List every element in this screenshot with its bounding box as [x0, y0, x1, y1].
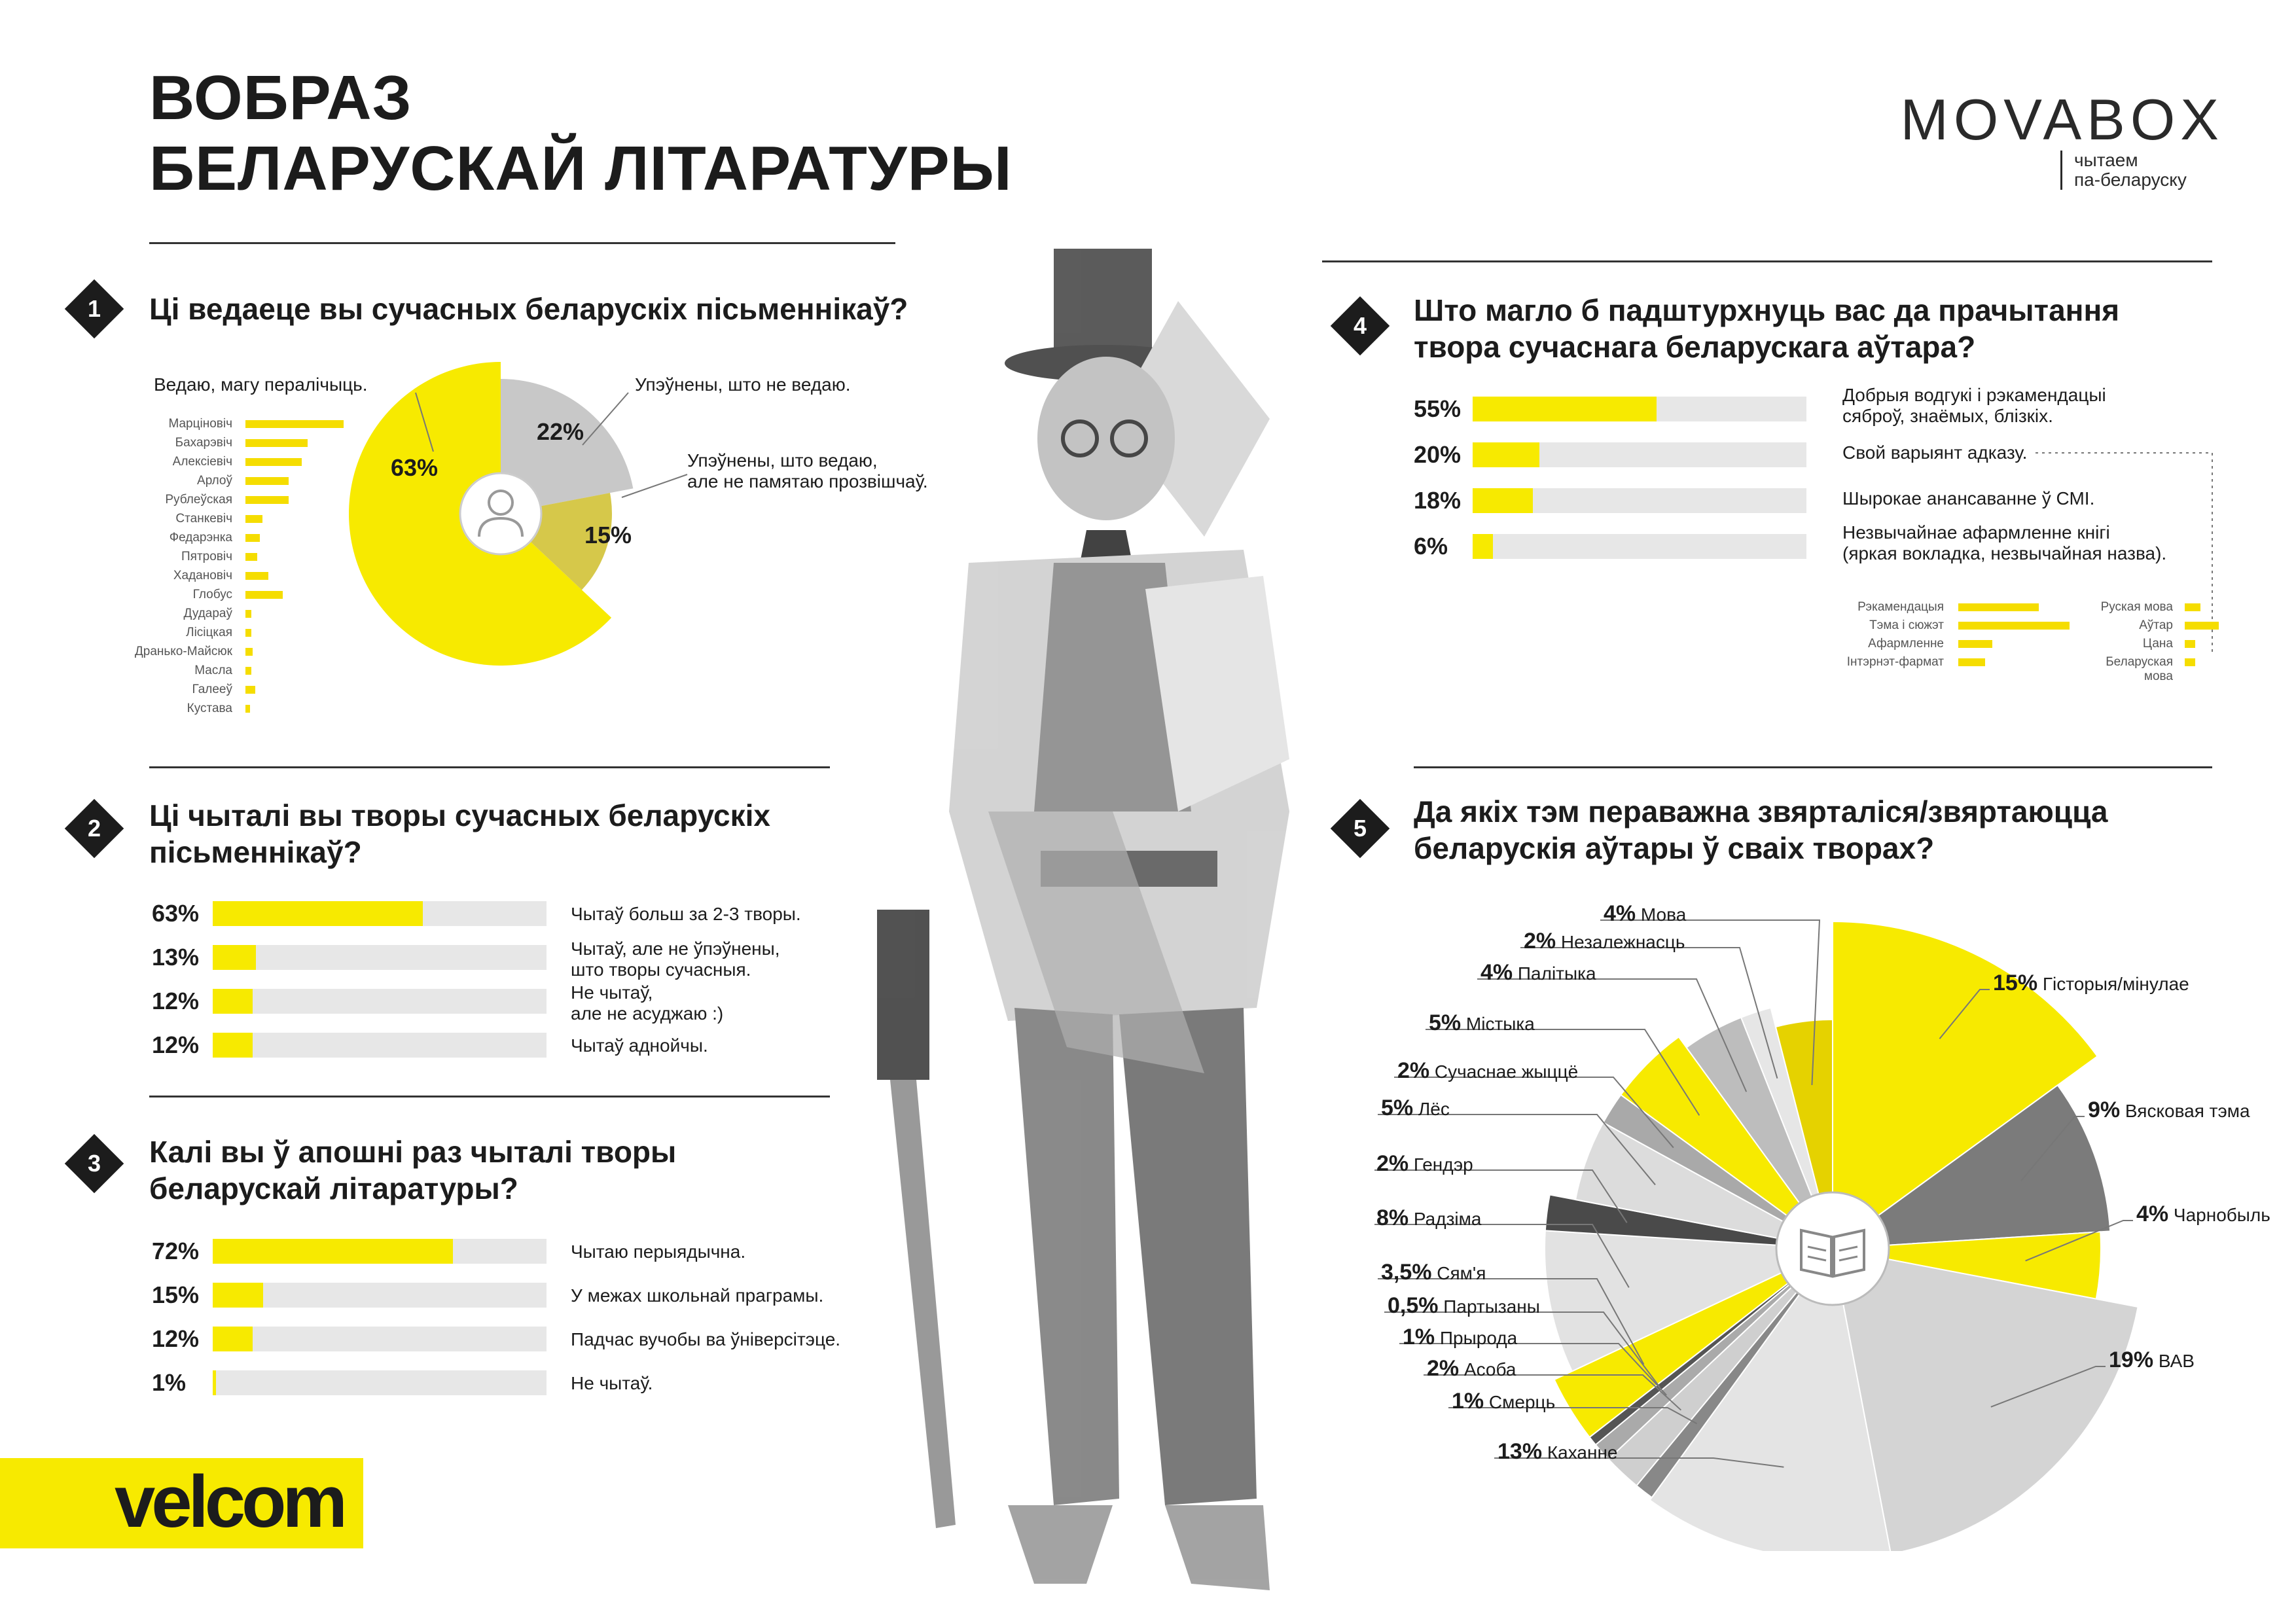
q5-label-space — [1636, 904, 1641, 925]
q2-row-fill — [213, 1033, 253, 1058]
q4-sub-left-bar — [1958, 603, 2039, 611]
q3-number: 3 — [87, 1150, 101, 1177]
q3-row-track — [213, 1327, 547, 1351]
q4-row-pct: 55% — [1414, 395, 1462, 422]
q5-title-line-1: Да якіх тэм пераважна звярталіся/звяртаюцца — [1414, 794, 2108, 829]
rule-q2 — [149, 766, 830, 768]
q4-row-label — [1842, 385, 2106, 427]
q4-dotted-connector — [2029, 445, 2225, 668]
right-leg — [1119, 1008, 1257, 1505]
q1-label-dont-know: Упэўнены, што не ведаю. — [635, 374, 851, 395]
rule-q3 — [149, 1096, 830, 1097]
rule-top-left — [149, 242, 895, 244]
writer-name: Марціновіч — [168, 417, 232, 431]
q4-sub-left-name: Інтэрнэт-фармат — [1846, 655, 1944, 669]
q5-label-name: Мова — [1640, 904, 1687, 925]
writer-name: Алексіевіч — [172, 455, 232, 469]
q4-row-track — [1473, 488, 1806, 513]
q2-title — [149, 797, 770, 870]
q5-label-pct: 2% — [1524, 929, 1556, 954]
q5-label-11 — [1376, 1153, 1473, 1175]
q1-pie-chart — [340, 340, 707, 694]
q5-label-pct: 3,5% — [1381, 1260, 1432, 1285]
writer-bar — [245, 515, 262, 523]
q2-row-label-line-1: Чытаў, але не ўпэўнены, — [571, 938, 780, 959]
q2-number: 2 — [87, 815, 101, 842]
q4-sub-left-bar — [1958, 622, 2070, 630]
writer-name: Бахарэвіч — [175, 436, 232, 450]
writer-name: Арлоў — [197, 474, 232, 488]
q4-sub-left-name: Рэкамендацыя — [1857, 600, 1944, 614]
q5-label-pct: 1% — [1452, 1389, 1484, 1414]
q4-row-label-line-2: сяброў, знаёмых, блізкіх. — [1842, 406, 2053, 426]
q5-label-1 — [2088, 1099, 2250, 1122]
q3-row-label: Не чытаў. — [571, 1373, 653, 1393]
q4-sub-left-name: Афармленне — [1868, 637, 1944, 651]
q5-label-name: Каханне — [1547, 1442, 1618, 1463]
q3-row-fill — [213, 1239, 453, 1264]
q4-sub-right-name: Аўтар — [2139, 618, 2173, 632]
q2-row-label-line-1: Чытаў аднойчы. — [571, 1035, 708, 1056]
q1-label-forgot — [687, 450, 928, 492]
writer-bar — [245, 610, 251, 618]
q2-row-track — [213, 989, 547, 1014]
q5-label-name: Гісторыя/мінулае — [2042, 974, 2189, 994]
q5-label-pct: 0,5% — [1388, 1293, 1439, 1318]
q5-label-space — [1408, 1154, 1414, 1175]
q5-label-pct: 4% — [2136, 1202, 2169, 1226]
writer-name: Дудараў — [183, 607, 232, 620]
q5-label-pct: 2% — [1397, 1058, 1430, 1083]
writer-name: Рублеўская — [165, 493, 232, 507]
q2-row-fill — [213, 989, 253, 1014]
writer-name: Дранько-Майсюк — [134, 645, 232, 658]
q1-pct-dont-know: 22% — [537, 418, 584, 445]
q3-row-label: Чытаю перыядычна. — [571, 1241, 746, 1262]
q5-label-8 — [1388, 1295, 1540, 1317]
writer-name: Глобус — [192, 588, 232, 601]
q5-label-10 — [1376, 1207, 1481, 1230]
q5-label-name: ВАВ — [2158, 1351, 2195, 1371]
q4-row-label-line-1: Добрыя водгукі і рэкамендацыі — [1842, 385, 2106, 405]
q5-label-pct: 15% — [1993, 971, 2038, 995]
q5-label-space — [1429, 1061, 1435, 1082]
q4-sub-right-bar — [2185, 603, 2200, 611]
q2-row-label-line-1: Чытаў больш за 2-3 творы. — [571, 904, 801, 924]
q2-row-label-line-2: што творы сучасныя. — [571, 959, 751, 980]
q5-label-space — [2153, 1351, 2159, 1371]
writer-bar — [245, 534, 260, 542]
q3-row-label: Падчас вучобы ва ўніверсітэце. — [571, 1329, 841, 1349]
title-line-1: ВОБРАЗ — [149, 63, 412, 133]
q2-row-pct: 13% — [152, 944, 200, 971]
writer-bar — [245, 667, 251, 675]
writer-bar — [245, 458, 302, 466]
q5-label-pct: 5% — [1429, 1010, 1462, 1035]
q5-label-17 — [1604, 903, 1686, 925]
q5-label-12 — [1381, 1097, 1450, 1120]
q4-row-track — [1473, 397, 1806, 421]
q5-label-pct: 9% — [2088, 1097, 2121, 1122]
q5-label-9 — [1381, 1262, 1486, 1284]
q2-row-pct: 12% — [152, 1031, 200, 1058]
q5-label-space — [1435, 1328, 1440, 1348]
page-title — [149, 63, 1013, 204]
q5-number: 5 — [1353, 815, 1367, 842]
q4-sub-right-name-2: мова — [2144, 669, 2173, 683]
rule-q5 — [1414, 766, 2212, 768]
top-hat-crown — [1054, 249, 1152, 360]
q5-label-3 — [2109, 1349, 2195, 1372]
q5-label-pct: 13% — [1498, 1439, 1543, 1464]
q5-label-space — [1461, 1014, 1466, 1034]
writer-bar — [245, 686, 255, 694]
q5-label-16 — [1524, 931, 1685, 953]
q5-label-name: Сям'я — [1437, 1263, 1486, 1283]
q4-sub-right-bar — [2185, 658, 2195, 666]
q5-label-name: Гендэр — [1413, 1154, 1473, 1175]
q2-row-fill — [213, 945, 256, 970]
q1-title: Ці ведаеце вы сучасных беларускіх пісьменнікаў? — [149, 292, 908, 326]
writer-bar — [245, 572, 268, 580]
q5-title-line-2: беларускія аўтары ў сваіх творах? — [1414, 831, 1935, 865]
q3-row-track — [213, 1239, 547, 1264]
q5-title — [1414, 793, 2108, 866]
q2-row-pct: 63% — [152, 900, 200, 927]
q5-label-space — [1556, 932, 1561, 952]
q4-row-label-line-1: Незвычайнае афармленне кнігі — [1842, 522, 2110, 543]
hand-and-cane-top — [877, 910, 929, 1080]
q2-row-label — [571, 938, 780, 980]
q3-row-label: У межах школьнай праграмы. — [571, 1285, 824, 1306]
q5-label-name: Партызаны — [1443, 1296, 1540, 1317]
q3-row-pct: 15% — [152, 1281, 200, 1308]
writer-bar — [245, 648, 253, 656]
q3-row-pct: 1% — [152, 1369, 187, 1396]
q4-sub-left-bar — [1958, 640, 1992, 648]
q3-title-line-1: Калі вы ў апошні раз чыталі творы — [149, 1135, 677, 1169]
q5-label-space — [1484, 1392, 1489, 1412]
q2-row-track — [213, 1033, 547, 1058]
q5-label-space — [1542, 1442, 1547, 1463]
q5-label-name: Містыка — [1465, 1014, 1535, 1034]
q5-label-pct: 1% — [1403, 1325, 1435, 1349]
q5-label-4 — [1498, 1441, 1617, 1463]
q2-row-track — [213, 945, 547, 970]
q4-row-pct: 6% — [1414, 533, 1448, 560]
q5-label-space — [1513, 963, 1518, 984]
cane — [890, 1080, 956, 1528]
left-shoe — [1008, 1505, 1113, 1584]
q4-sub-right-bar — [2185, 622, 2219, 630]
q3-row-pct: 72% — [152, 1238, 200, 1264]
q5-label-2 — [2136, 1204, 2270, 1226]
q5-label-name: Радзіма — [1413, 1209, 1482, 1229]
writer-bar — [245, 420, 344, 428]
q2-row-pct: 12% — [152, 988, 200, 1014]
q1-label-forgot-line-1: Упэўнены, што ведаю, — [687, 450, 878, 471]
q5-label-6 — [1427, 1358, 1516, 1380]
q4-row-label-line-2: (яркая вокладка, незвычайная назва). — [1842, 543, 2167, 563]
writer-bar — [245, 705, 250, 713]
q5-label-name: Прырода — [1439, 1328, 1518, 1348]
q5-label-name: Сучаснае жыццё — [1434, 1061, 1579, 1082]
q5-label-space — [2120, 1101, 2125, 1121]
q4-sub-left-name: Тэма і сюжэт — [1869, 618, 1944, 632]
q5-label-pct: 2% — [1427, 1356, 1460, 1381]
q4-title-line-2: твора сучаснага беларускага аўтара? — [1414, 330, 1976, 364]
title-line-2: БЕЛАРУСКАЙ ЛІТАРАТУРЫ — [149, 134, 1013, 204]
q3-row-track — [213, 1370, 547, 1395]
q5-label-pct: 2% — [1376, 1151, 1409, 1176]
q4-row-pct: 20% — [1414, 441, 1462, 468]
q5-label-0 — [1993, 972, 2189, 995]
writer-illustration — [838, 223, 1361, 1610]
logo-tagline-line-1: чытаем — [2074, 150, 2138, 170]
q3-title — [149, 1133, 676, 1207]
q2-row-label-line-1: Не чытаў, — [571, 982, 653, 1003]
writer-name: Станкевіч — [175, 512, 232, 526]
q2-row-label — [571, 904, 801, 925]
q2-row-label — [571, 1035, 708, 1056]
logo-tagline-line-2: па-беларуску — [2074, 169, 2187, 190]
right-shoe — [1165, 1505, 1270, 1590]
q4-row-label — [1842, 442, 2027, 463]
q3-row-fill — [213, 1370, 216, 1395]
left-leg — [1014, 1008, 1119, 1505]
q3-row-pct: 12% — [152, 1325, 200, 1352]
q5-label-name: Асоба — [1463, 1359, 1516, 1380]
q3-title-line-2: беларускай літаратуры? — [149, 1171, 518, 1205]
writer-name: Кустава — [187, 702, 232, 715]
q5-label-pct: 5% — [1381, 1096, 1414, 1120]
q5-label-name: Незалежнасць — [1560, 932, 1685, 952]
q5-label-pct: 19% — [2109, 1347, 2154, 1372]
q5-label-name: Лёс — [1418, 1099, 1450, 1119]
writer-name: Пятровіч — [181, 550, 232, 563]
q5-label-space — [2037, 974, 2043, 994]
q4-sub-right-name: Руская мова — [2100, 600, 2173, 614]
movabox-logo: MOVABOX — [1900, 87, 2224, 152]
writer-name: Масла — [194, 664, 232, 677]
q5-label-name: Вясковая тэма — [2125, 1101, 2250, 1121]
q4-row-label-line-1: Свой варыянт адказу. — [1842, 442, 2028, 463]
q5-label-13 — [1397, 1060, 1578, 1082]
writer-name: Галееў — [192, 683, 232, 696]
writer-name: Лісіцкая — [186, 626, 232, 639]
q5-label-14 — [1429, 1012, 1535, 1035]
q5-label-name: Палітыка — [1517, 963, 1596, 984]
q2-row-fill — [213, 901, 423, 926]
logo-tagline — [2060, 151, 2187, 190]
q4-sub-right-name: Цана — [2142, 637, 2173, 651]
q2-row-label-line-2: але не асуджаю :) — [571, 1003, 724, 1024]
q4-row-fill — [1473, 534, 1493, 559]
q3-row-fill — [213, 1327, 253, 1351]
q4-row-track — [1473, 442, 1806, 467]
writer-bar — [245, 591, 283, 599]
writer-name: Хадановіч — [173, 569, 232, 582]
writer-bar — [245, 629, 251, 637]
q1-pct-know: 63% — [391, 454, 439, 481]
q4-number: 4 — [1353, 312, 1367, 339]
writer-bar — [245, 496, 289, 504]
writer-bar — [245, 553, 257, 561]
q4-row-pct: 18% — [1414, 487, 1462, 514]
q2-row-label — [571, 982, 723, 1024]
q1-number: 1 — [87, 295, 101, 322]
q2-title-line-2: пісьменнікаў? — [149, 835, 362, 869]
q2-title-line-1: Ці чыталі вы творы сучасных беларускіх — [149, 798, 771, 832]
q4-title-line-1: Што магло б падштурхнуць вас да прачытання — [1414, 293, 2120, 327]
q3-row-track — [213, 1283, 547, 1308]
q1-label-forgot-line-2: але не памятаю прозвішчаў. — [687, 471, 928, 491]
q4-sub-left-bar — [1958, 658, 1985, 666]
q5-label-name: Смерць — [1488, 1392, 1556, 1412]
head — [1037, 357, 1175, 520]
q4-sub-right-bar — [2185, 640, 2195, 648]
q5-label-space — [1413, 1099, 1418, 1119]
q5-label-7 — [1403, 1327, 1517, 1349]
q4-row-fill — [1473, 442, 1539, 467]
q4-title — [1414, 292, 2119, 365]
q5-label-space — [1408, 1209, 1414, 1229]
q5-label-pct: 4% — [1604, 901, 1636, 926]
velcom-logo: velcom — [115, 1461, 344, 1543]
q1-pct-forgot: 15% — [584, 522, 632, 548]
q4-row-fill — [1473, 488, 1533, 513]
q4-row-track — [1473, 534, 1806, 559]
q5-label-pct: 8% — [1376, 1205, 1409, 1230]
writer-bar — [245, 477, 289, 485]
q5-label-pct: 4% — [1480, 960, 1513, 985]
writer-bar — [245, 439, 308, 447]
q5-label-name: Чарнобыль — [2173, 1205, 2270, 1225]
q5-label-5 — [1452, 1391, 1555, 1413]
q4-row-label-line-1: Шырокае анансаванне ў СМІ. — [1842, 488, 2095, 508]
q5-label-15 — [1480, 962, 1596, 984]
q5-label-space — [2168, 1205, 2174, 1225]
q1-label-know: Ведаю, магу пералічыць. — [154, 374, 368, 395]
q2-row-track — [213, 901, 547, 926]
q4-sub-right-name: Беларуская — [2106, 655, 2173, 669]
q3-row-fill — [213, 1283, 263, 1308]
q4-row-fill — [1473, 397, 1657, 421]
rule-top-right — [1322, 260, 2212, 262]
q5-label-space — [1459, 1359, 1464, 1380]
writer-name: Федарэнка — [169, 531, 232, 544]
